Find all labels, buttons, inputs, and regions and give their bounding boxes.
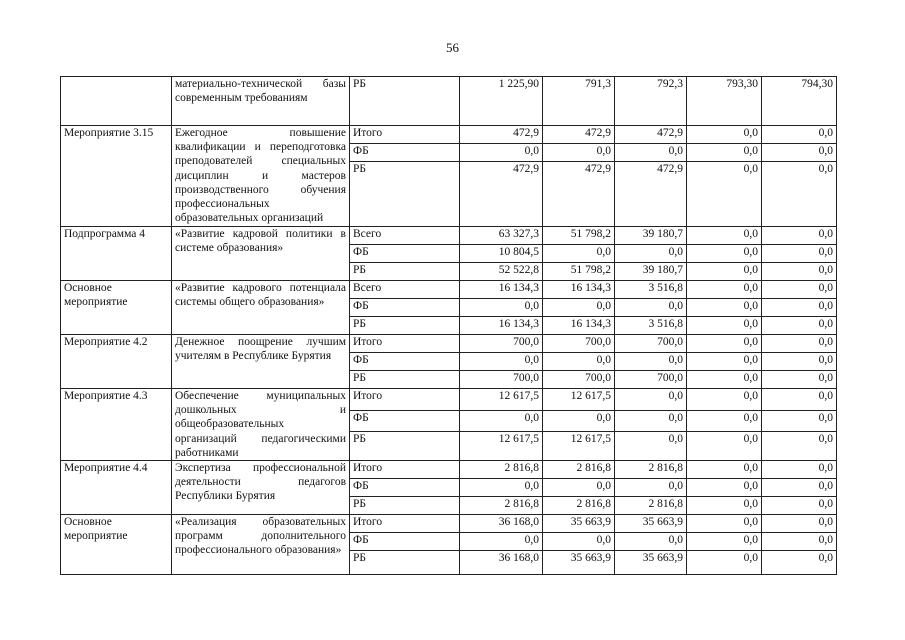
table-row (61, 335, 837, 353)
funding-source: РБ (350, 263, 460, 281)
value-cell: 0,0 (762, 335, 837, 353)
value-cell: 0,0 (687, 162, 762, 227)
value-cell: 12 617,5 (460, 432, 543, 461)
value-cell: 0,0 (762, 479, 837, 497)
value-cell: 0,0 (543, 144, 615, 162)
value-cell: 39 180,7 (615, 263, 687, 281)
value-cell: 16 134,3 (543, 317, 615, 335)
value-cell: 2 816,8 (460, 461, 543, 479)
funding-source: Итого (350, 335, 460, 353)
value-cell: 700,0 (460, 335, 543, 353)
value-cell: 0,0 (687, 389, 762, 411)
item-code: Мероприятие 4.2 (61, 335, 172, 389)
item-code: Мероприятие 3.15 (61, 126, 172, 227)
value-cell: 0,0 (460, 410, 543, 432)
value-cell: 0,0 (615, 353, 687, 371)
value-cell: 0,0 (762, 299, 837, 317)
value-cell: 0,0 (543, 479, 615, 497)
value-cell: 16 134,3 (460, 281, 543, 299)
value-cell: 0,0 (762, 551, 837, 575)
value-cell: 700,0 (460, 371, 543, 389)
table-row (61, 281, 837, 299)
item-code: Мероприятие 4.3 (61, 389, 172, 461)
funding-source: РБ (350, 317, 460, 335)
table-body (61, 77, 837, 575)
value-cell: 51 798,2 (543, 227, 615, 245)
value-cell: 794,30 (762, 77, 837, 126)
value-cell: 0,0 (687, 533, 762, 551)
value-cell: 0,0 (615, 245, 687, 263)
value-cell: 0,0 (543, 245, 615, 263)
value-cell: 0,0 (762, 126, 837, 144)
value-cell: 0,0 (615, 432, 687, 461)
item-description: «Реализация образовательных программ дополнительного профессионального образования» (172, 515, 350, 575)
item-description: «Развитие кадровой политики в системе образования» (172, 227, 350, 281)
item-description: «Развитие кадрового потенциала системы общего образования» (172, 281, 350, 335)
value-cell: 0,0 (687, 551, 762, 575)
funding-source: РБ (350, 432, 460, 461)
value-cell: 0,0 (762, 461, 837, 479)
value-cell: 0,0 (762, 162, 837, 227)
page-number: 56 (446, 40, 459, 55)
value-cell: 0,0 (762, 410, 837, 432)
value-cell: 0,0 (687, 144, 762, 162)
value-cell: 0,0 (762, 144, 837, 162)
value-cell: 0,0 (615, 299, 687, 317)
value-cell: 35 663,9 (615, 551, 687, 575)
table-row (61, 126, 837, 144)
value-cell: 0,0 (762, 497, 837, 515)
value-cell: 51 798,2 (543, 263, 615, 281)
item-description: Ежегодное повышение квалификации и переподготовка преподователей специальных дисциплин и мастеров производственного обучения профессиональных образовательных организаций (172, 126, 350, 227)
funding-source: ФБ (350, 410, 460, 432)
value-cell: 0,0 (687, 515, 762, 533)
value-cell: 0,0 (762, 371, 837, 389)
funding-source: РБ (350, 371, 460, 389)
budget-table (60, 76, 837, 575)
item-code: Подпрограмма 4 (61, 227, 172, 281)
value-cell: 3 516,8 (615, 281, 687, 299)
item-code: Основное мероприятие (61, 281, 172, 335)
funding-source: Всего (350, 281, 460, 299)
funding-source: РБ (350, 77, 460, 126)
funding-source: Итого (350, 126, 460, 144)
value-cell: 1 225,90 (460, 77, 543, 126)
value-cell: 0,0 (762, 263, 837, 281)
item-description: Обеспечение муниципальных дошкольных и общеобразовательных организаций педагогическими работниками (172, 389, 350, 461)
value-cell: 0,0 (687, 299, 762, 317)
item-code: Основное мероприятие (61, 515, 172, 575)
table-row (61, 461, 837, 479)
value-cell: 0,0 (762, 533, 837, 551)
item-description: материально-технической базы современным требованиям (172, 77, 350, 126)
value-cell: 2 816,8 (543, 497, 615, 515)
table-row (61, 389, 837, 411)
value-cell: 2 816,8 (615, 461, 687, 479)
value-cell: 35 663,9 (543, 515, 615, 533)
value-cell: 0,0 (762, 317, 837, 335)
item-description: Экспертиза профессиональной деятельности педагогов Республики Бурятия (172, 461, 350, 515)
value-cell: 472,9 (615, 162, 687, 227)
value-cell: 0,0 (687, 263, 762, 281)
value-cell: 0,0 (687, 245, 762, 263)
value-cell: 0,0 (762, 515, 837, 533)
value-cell: 3 516,8 (615, 317, 687, 335)
funding-source: Всего (350, 227, 460, 245)
value-cell: 12 617,5 (460, 389, 543, 411)
value-cell: 12 617,5 (543, 389, 615, 411)
value-cell: 472,9 (615, 126, 687, 144)
funding-source: РБ (350, 551, 460, 575)
value-cell: 0,0 (460, 353, 543, 371)
funding-source: ФБ (350, 144, 460, 162)
value-cell: 700,0 (543, 335, 615, 353)
funding-source: Итого (350, 515, 460, 533)
table-row (61, 515, 837, 533)
value-cell: 700,0 (615, 371, 687, 389)
value-cell: 0,0 (615, 410, 687, 432)
funding-source: ФБ (350, 479, 460, 497)
value-cell: 0,0 (687, 353, 762, 371)
value-cell: 0,0 (762, 245, 837, 263)
value-cell: 0,0 (460, 533, 543, 551)
value-cell: 0,0 (615, 479, 687, 497)
item-description: Денежное поощрение лучшим учителям в Республике Бурятия (172, 335, 350, 389)
value-cell: 63 327,3 (460, 227, 543, 245)
funding-source: ФБ (350, 353, 460, 371)
value-cell: 472,9 (460, 126, 543, 144)
value-cell: 0,0 (762, 432, 837, 461)
item-code (61, 77, 172, 126)
value-cell: 0,0 (762, 353, 837, 371)
value-cell: 0,0 (687, 281, 762, 299)
item-code: Мероприятие 4.4 (61, 461, 172, 515)
value-cell: 0,0 (687, 335, 762, 353)
funding-source: ФБ (350, 299, 460, 317)
table-row (61, 227, 837, 245)
value-cell: 0,0 (687, 479, 762, 497)
value-cell: 0,0 (460, 144, 543, 162)
value-cell: 0,0 (687, 497, 762, 515)
value-cell: 0,0 (687, 227, 762, 245)
value-cell: 472,9 (543, 126, 615, 144)
value-cell: 0,0 (543, 299, 615, 317)
value-cell: 792,3 (615, 77, 687, 126)
funding-source: ФБ (350, 533, 460, 551)
value-cell: 0,0 (687, 432, 762, 461)
value-cell: 793,30 (687, 77, 762, 126)
value-cell: 10 804,5 (460, 245, 543, 263)
value-cell: 12 617,5 (543, 432, 615, 461)
value-cell: 0,0 (762, 227, 837, 245)
value-cell: 36 168,0 (460, 515, 543, 533)
value-cell: 0,0 (460, 299, 543, 317)
value-cell: 0,0 (687, 410, 762, 432)
funding-source: РБ (350, 497, 460, 515)
value-cell: 2 816,8 (615, 497, 687, 515)
table-row (61, 77, 837, 126)
value-cell: 0,0 (460, 479, 543, 497)
funding-source: Итого (350, 461, 460, 479)
value-cell: 16 134,3 (543, 281, 615, 299)
value-cell: 791,3 (543, 77, 615, 126)
value-cell: 39 180,7 (615, 227, 687, 245)
value-cell: 0,0 (543, 410, 615, 432)
value-cell: 2 816,8 (460, 497, 543, 515)
value-cell: 52 522,8 (460, 263, 543, 281)
value-cell: 0,0 (687, 317, 762, 335)
value-cell: 0,0 (687, 461, 762, 479)
value-cell: 0,0 (762, 389, 837, 411)
value-cell: 472,9 (460, 162, 543, 227)
funding-source: Итого (350, 389, 460, 411)
value-cell: 0,0 (543, 533, 615, 551)
value-cell: 472,9 (543, 162, 615, 227)
value-cell: 0,0 (615, 533, 687, 551)
value-cell: 16 134,3 (460, 317, 543, 335)
value-cell: 0,0 (615, 389, 687, 411)
value-cell: 0,0 (687, 126, 762, 144)
value-cell: 36 168,0 (460, 551, 543, 575)
value-cell: 35 663,9 (615, 515, 687, 533)
value-cell: 0,0 (687, 371, 762, 389)
funding-source: ФБ (350, 245, 460, 263)
funding-source: РБ (350, 162, 460, 227)
value-cell: 700,0 (615, 335, 687, 353)
value-cell: 0,0 (543, 353, 615, 371)
value-cell: 35 663,9 (543, 551, 615, 575)
value-cell: 0,0 (762, 281, 837, 299)
value-cell: 0,0 (615, 144, 687, 162)
value-cell: 2 816,8 (543, 461, 615, 479)
value-cell: 700,0 (543, 371, 615, 389)
